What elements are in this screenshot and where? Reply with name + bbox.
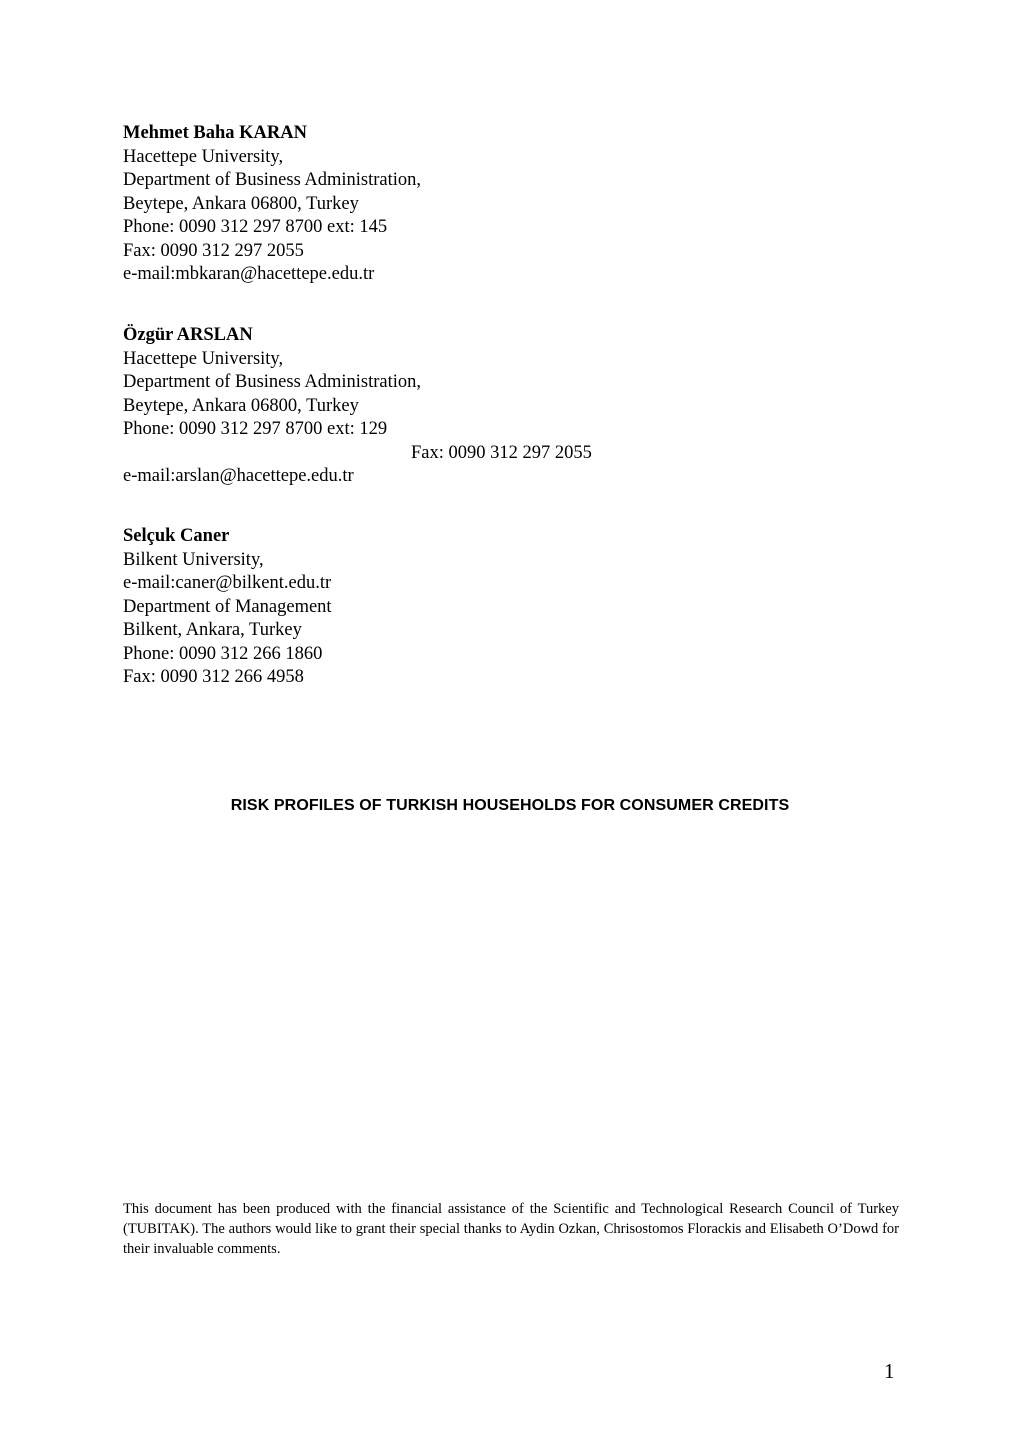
author-department: Department of Business Administration,: [123, 170, 422, 190]
page-number: 1: [884, 1359, 895, 1383]
author-phone: Phone: 0090 312 297 8700 ext: 145: [123, 217, 388, 237]
author-name: Selçuk Caner: [123, 526, 230, 546]
author-block-caner: [123, 525, 643, 690]
author-fax: Fax: 0090 312 266 4958: [123, 667, 304, 687]
author-address: Beytepe, Ankara 06800, Turkey: [123, 395, 359, 416]
author-name: Mehmet Baha KARAN: [123, 123, 307, 143]
author-university: Hacettepe University,: [123, 146, 284, 167]
author-address: Beytepe, Ankara 06800, Turkey: [123, 193, 359, 214]
acknowledgement-footnote: This document has been produced with the financial assistance of the Scientific and Technological Research Council of Turkey (TUBITAK). The authors would like to grant their special thanks to Aydin Ozkan, Chrisostomos Florackis and Elisabeth O’Dowd for their invaluable comments.: [123, 1201, 899, 1257]
author-block-karan: [123, 122, 643, 287]
author-department: Department of Business Administration,: [123, 372, 422, 392]
author-block-arslan: [123, 324, 643, 489]
paper-title: RISK PROFILES OF TURKISH HOUSEHOLDS FOR CONSUMER CREDITS: [230, 797, 790, 814]
author-department: Department of Management: [123, 596, 332, 617]
author-fax: Fax: 0090 312 297 2055: [411, 442, 592, 463]
author-fax: Fax: 0090 312 297 2055: [123, 240, 304, 261]
author-name: Özgür ARSLAN: [123, 325, 253, 345]
author-email: e-mail:mbkaran@hacettepe.edu.tr: [123, 264, 375, 284]
author-address: Bilkent, Ankara, Turkey: [123, 620, 302, 640]
author-phone: Phone: 0090 312 297 8700 ext: 129: [123, 419, 388, 439]
author-email: e-mail:caner@bilkent.edu.tr: [123, 573, 332, 593]
author-phone: Phone: 0090 312 266 1860: [123, 643, 323, 664]
author-university: Hacettepe University,: [123, 348, 284, 369]
author-university: Bilkent University,: [123, 549, 264, 570]
author-email: e-mail:arslan@hacettepe.edu.tr: [123, 466, 354, 486]
